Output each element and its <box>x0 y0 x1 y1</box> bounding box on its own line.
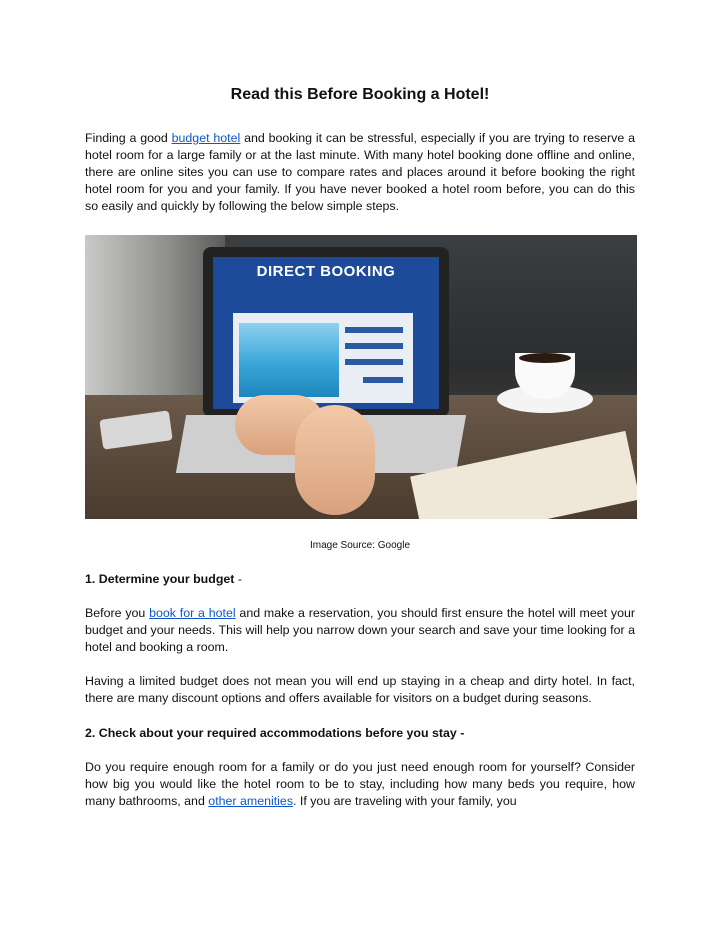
booking-photo <box>85 235 637 519</box>
book-for-a-hotel-link[interactable]: book for a hotel <box>149 606 236 620</box>
intro-text-start: Finding a good <box>85 131 172 145</box>
section1-heading-suffix: - <box>234 572 242 586</box>
document-page <box>85 84 635 810</box>
other-amenities-link[interactable]: other amenities <box>208 794 294 808</box>
section2-p1-end: . If you are traveling with your family, you <box>293 794 517 808</box>
coffee-surface <box>519 353 571 363</box>
section1-heading <box>85 571 635 588</box>
section1-heading-text: 1. Determine your budget <box>85 572 235 586</box>
section2-paragraph1 <box>85 759 635 810</box>
form-button <box>363 377 403 383</box>
form-field <box>345 327 403 333</box>
laptop-screen <box>213 257 439 409</box>
page-title: Read this Before Booking a Hotel! <box>230 86 490 103</box>
section1-paragraph1 <box>85 605 635 656</box>
section1-paragraph2: Having a limited budget does not mean you will end up staying in a cheap and dirty hotel. In fact, there are many discount options and offers available for visitors on a budget during seasons. <box>85 674 635 705</box>
right-hand <box>295 405 375 515</box>
section2-p1-start: Do you require enough room for a family or do you just need enough room for yourself? Consider how big you would like the hotel room to be to stay, including how many beds you require, how many bathrooms, and <box>85 760 635 808</box>
section2-heading: 2. Check about your required accommodations before you stay - <box>85 726 465 740</box>
intro-paragraph <box>85 130 635 215</box>
screen-booking-panel <box>233 313 413 403</box>
beach-photo <box>239 323 339 397</box>
form-field <box>345 359 403 365</box>
budget-hotel-link[interactable]: budget hotel <box>171 131 241 145</box>
section1-p1-start: Before you <box>85 606 150 620</box>
form-field <box>345 343 403 349</box>
screen-heading: DIRECT BOOKING <box>256 263 396 280</box>
section1-p1-end: and make a reservation, you should first ensure the hotel will meet your budget and your needs. This will help you narrow down your search and save your time looking for a hotel and booking a room. <box>85 606 636 654</box>
image-caption: Image Source: Google <box>309 540 411 551</box>
intro-text-end: and booking it can be stressful, especially if you are trying to reserve a hotel room for a large family or at the last minute. With many hotel booking done offline and online, there are online sites you can use to compare rates and places around it before booking the right hotel room for you and your family. If you have never booked a hotel room before, you can do this so easily and quickly by following the below simple steps. <box>85 131 635 213</box>
